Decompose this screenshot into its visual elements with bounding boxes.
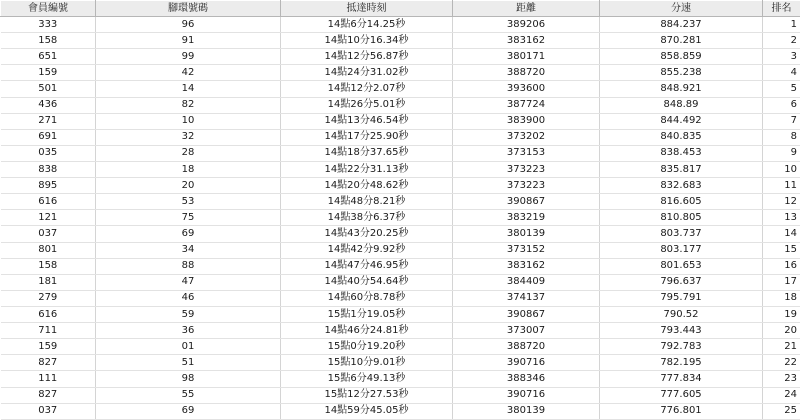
speed-cell: 790.52 xyxy=(600,306,763,322)
arrival-time-cell: 15點0分19.20秒 xyxy=(281,339,453,355)
col-header-ring-number[interactable]: 腳環號碼 xyxy=(96,1,281,17)
member-id-cell: 158 xyxy=(1,33,96,49)
distance-cell: 380139 xyxy=(453,403,600,419)
distance-cell: 390867 xyxy=(453,194,600,210)
arrival-time-cell: 15點1分19.05秒 xyxy=(281,306,453,322)
table-row[interactable] xyxy=(1,210,800,226)
table-row[interactable] xyxy=(1,339,800,355)
table-row[interactable] xyxy=(1,306,800,322)
ring-number-cell: 20 xyxy=(96,178,281,194)
arrival-time-cell: 14點59分45.05秒 xyxy=(281,403,453,419)
member-id-cell: 271 xyxy=(1,113,96,129)
table-row[interactable] xyxy=(1,242,800,258)
arrival-time-cell: 14點12分56.87秒 xyxy=(281,49,453,65)
arrival-time-cell: 14點18分37.65秒 xyxy=(281,145,453,161)
table-row[interactable] xyxy=(1,161,800,177)
member-id-cell: 838 xyxy=(1,161,96,177)
rank-cell: 10 xyxy=(763,161,800,177)
rank-cell: 2 xyxy=(763,33,800,49)
distance-cell: 373223 xyxy=(453,178,600,194)
rank-cell: 12 xyxy=(763,194,800,210)
ring-number-cell: 32 xyxy=(96,129,281,145)
member-id-cell: 279 xyxy=(1,290,96,306)
speed-cell: 777.605 xyxy=(600,387,763,403)
arrival-time-cell: 15點6分49.13秒 xyxy=(281,371,453,387)
distance-cell: 389206 xyxy=(453,17,600,33)
rank-cell: 3 xyxy=(763,49,800,65)
table-row[interactable] xyxy=(1,33,800,49)
speed-cell: 848.89 xyxy=(600,97,763,113)
ring-number-cell: 53 xyxy=(96,194,281,210)
distance-cell: 384409 xyxy=(453,274,600,290)
ring-number-cell: 69 xyxy=(96,226,281,242)
speed-cell: 777.834 xyxy=(600,371,763,387)
rank-cell: 1 xyxy=(763,17,800,33)
distance-cell: 374137 xyxy=(453,290,600,306)
ring-number-cell: 42 xyxy=(96,65,281,81)
member-id-cell: 616 xyxy=(1,194,96,210)
table-row[interactable] xyxy=(1,129,800,145)
speed-cell: 855.238 xyxy=(600,65,763,81)
ring-number-cell: 46 xyxy=(96,290,281,306)
table-row[interactable] xyxy=(1,145,800,161)
col-header-rank[interactable]: 排名 xyxy=(763,1,800,17)
table-row[interactable] xyxy=(1,81,800,97)
header-row xyxy=(1,1,800,17)
member-id-cell: 037 xyxy=(1,403,96,419)
speed-cell: 776.801 xyxy=(600,403,763,419)
arrival-time-cell: 14點47分46.95秒 xyxy=(281,258,453,274)
rank-cell: 8 xyxy=(763,129,800,145)
distance-cell: 390716 xyxy=(453,355,600,371)
arrival-time-cell: 14點22分31.13秒 xyxy=(281,161,453,177)
member-id-cell: 121 xyxy=(1,210,96,226)
rank-cell: 24 xyxy=(763,387,800,403)
member-id-cell: 158 xyxy=(1,258,96,274)
table-row[interactable] xyxy=(1,387,800,403)
arrival-time-cell: 14點24分31.02秒 xyxy=(281,65,453,81)
speed-cell: 848.921 xyxy=(600,81,763,97)
member-id-cell: 159 xyxy=(1,339,96,355)
arrival-time-cell: 14點38分6.37秒 xyxy=(281,210,453,226)
speed-cell: 782.195 xyxy=(600,355,763,371)
rank-cell: 15 xyxy=(763,242,800,258)
speed-cell: 835.817 xyxy=(600,161,763,177)
arrival-time-cell: 14點13分46.54秒 xyxy=(281,113,453,129)
member-id-cell: 827 xyxy=(1,387,96,403)
member-id-cell: 801 xyxy=(1,242,96,258)
rank-cell: 21 xyxy=(763,339,800,355)
table-row[interactable] xyxy=(1,226,800,242)
rank-cell: 18 xyxy=(763,290,800,306)
speed-cell: 795.791 xyxy=(600,290,763,306)
arrival-time-cell: 14點6分14.25秒 xyxy=(281,17,453,33)
ring-number-cell: 82 xyxy=(96,97,281,113)
speed-cell: 870.281 xyxy=(600,33,763,49)
ring-number-cell: 36 xyxy=(96,323,281,339)
arrival-time-cell: 14點43分20.25秒 xyxy=(281,226,453,242)
table-row[interactable] xyxy=(1,178,800,194)
table-row[interactable] xyxy=(1,49,800,65)
distance-cell: 388346 xyxy=(453,371,600,387)
member-id-cell: 501 xyxy=(1,81,96,97)
speed-cell: 832.683 xyxy=(600,178,763,194)
rank-cell: 17 xyxy=(763,274,800,290)
table-row[interactable] xyxy=(1,113,800,129)
arrival-time-cell: 14點60分8.78秒 xyxy=(281,290,453,306)
rank-cell: 7 xyxy=(763,113,800,129)
ring-number-cell: 88 xyxy=(96,258,281,274)
arrival-time-cell: 14點12分2.07秒 xyxy=(281,81,453,97)
speed-cell: 803.737 xyxy=(600,226,763,242)
arrival-time-cell: 14點42分9.92秒 xyxy=(281,242,453,258)
rank-cell: 19 xyxy=(763,306,800,322)
distance-cell: 373152 xyxy=(453,242,600,258)
ring-number-cell: 10 xyxy=(96,113,281,129)
ring-number-cell: 55 xyxy=(96,387,281,403)
distance-cell: 388720 xyxy=(453,339,600,355)
speed-cell: 838.453 xyxy=(600,145,763,161)
distance-cell: 390716 xyxy=(453,387,600,403)
member-id-cell: 691 xyxy=(1,129,96,145)
table-row[interactable] xyxy=(1,258,800,274)
distance-cell: 390867 xyxy=(453,306,600,322)
arrival-time-cell: 14點40分54.64秒 xyxy=(281,274,453,290)
col-header-member-id[interactable]: 會員編號 xyxy=(1,1,96,17)
member-id-cell: 827 xyxy=(1,355,96,371)
distance-cell: 387724 xyxy=(453,97,600,113)
rank-cell: 11 xyxy=(763,178,800,194)
rank-cell: 4 xyxy=(763,65,800,81)
distance-cell: 383900 xyxy=(453,113,600,129)
speed-cell: 816.605 xyxy=(600,194,763,210)
rank-cell: 13 xyxy=(763,210,800,226)
col-header-arrival-time[interactable]: 抵達時刻 xyxy=(281,1,453,17)
speed-cell: 796.637 xyxy=(600,274,763,290)
ring-number-cell: 18 xyxy=(96,161,281,177)
col-header-distance[interactable]: 距離 xyxy=(453,1,600,17)
member-id-cell: 651 xyxy=(1,49,96,65)
member-id-cell: 037 xyxy=(1,226,96,242)
speed-cell: 803.177 xyxy=(600,242,763,258)
distance-cell: 373007 xyxy=(453,323,600,339)
table-row[interactable] xyxy=(1,17,800,33)
speed-cell: 858.859 xyxy=(600,49,763,65)
distance-cell: 373223 xyxy=(453,161,600,177)
rank-cell: 14 xyxy=(763,226,800,242)
distance-cell: 393600 xyxy=(453,81,600,97)
rank-cell: 20 xyxy=(763,323,800,339)
distance-cell: 383162 xyxy=(453,258,600,274)
col-header-speed[interactable]: 分速 xyxy=(600,1,763,17)
arrival-time-cell: 15點10分9.01秒 xyxy=(281,355,453,371)
rank-cell: 5 xyxy=(763,81,800,97)
member-id-cell: 616 xyxy=(1,306,96,322)
table-row[interactable] xyxy=(1,194,800,210)
ring-number-cell: 69 xyxy=(96,403,281,419)
speed-cell: 793.443 xyxy=(600,323,763,339)
table-row[interactable] xyxy=(1,274,800,290)
member-id-cell: 159 xyxy=(1,65,96,81)
ring-number-cell: 59 xyxy=(96,306,281,322)
distance-cell: 373153 xyxy=(453,145,600,161)
member-id-cell: 333 xyxy=(1,17,96,33)
distance-cell: 383162 xyxy=(453,33,600,49)
rank-cell: 23 xyxy=(763,371,800,387)
arrival-time-cell: 14點46分24.81秒 xyxy=(281,323,453,339)
member-id-cell: 181 xyxy=(1,274,96,290)
rank-cell: 6 xyxy=(763,97,800,113)
speed-cell: 844.492 xyxy=(600,113,763,129)
ring-number-cell: 91 xyxy=(96,33,281,49)
ring-number-cell: 14 xyxy=(96,81,281,97)
arrival-time-cell: 15點12分27.53秒 xyxy=(281,387,453,403)
rank-cell: 16 xyxy=(763,258,800,274)
ring-number-cell: 98 xyxy=(96,371,281,387)
ring-number-cell: 75 xyxy=(96,210,281,226)
arrival-time-cell: 14點17分25.90秒 xyxy=(281,129,453,145)
distance-cell: 373202 xyxy=(453,129,600,145)
table-row[interactable] xyxy=(1,97,800,113)
member-id-cell: 436 xyxy=(1,97,96,113)
ring-number-cell: 01 xyxy=(96,339,281,355)
table-row[interactable] xyxy=(1,323,800,339)
table-row[interactable] xyxy=(1,65,800,81)
arrival-time-cell: 14點26分5.01秒 xyxy=(281,97,453,113)
arrival-time-cell: 14點10分16.34秒 xyxy=(281,33,453,49)
speed-cell: 884.237 xyxy=(600,17,763,33)
speed-cell: 810.805 xyxy=(600,210,763,226)
ring-number-cell: 51 xyxy=(96,355,281,371)
distance-cell: 380139 xyxy=(453,226,600,242)
rank-cell: 22 xyxy=(763,355,800,371)
speed-cell: 801.653 xyxy=(600,258,763,274)
distance-cell: 388720 xyxy=(453,65,600,81)
table-row[interactable] xyxy=(1,355,800,371)
ring-number-cell: 99 xyxy=(96,49,281,65)
member-id-cell: 035 xyxy=(1,145,96,161)
speed-cell: 792.783 xyxy=(600,339,763,355)
ring-number-cell: 47 xyxy=(96,274,281,290)
table-row[interactable] xyxy=(1,403,800,419)
distance-cell: 380171 xyxy=(453,49,600,65)
arrival-time-cell: 14點48分8.21秒 xyxy=(281,194,453,210)
distance-cell: 383219 xyxy=(453,210,600,226)
speed-cell: 840.835 xyxy=(600,129,763,145)
member-id-cell: 111 xyxy=(1,371,96,387)
arrival-time-cell: 14點20分48.62秒 xyxy=(281,178,453,194)
member-id-cell: 895 xyxy=(1,178,96,194)
ring-number-cell: 96 xyxy=(96,17,281,33)
ring-number-cell: 34 xyxy=(96,242,281,258)
rank-cell: 9 xyxy=(763,145,800,161)
ring-number-cell: 28 xyxy=(96,145,281,161)
rank-cell: 25 xyxy=(763,403,800,419)
table-row[interactable] xyxy=(1,371,800,387)
member-id-cell: 711 xyxy=(1,323,96,339)
table-row[interactable] xyxy=(1,290,800,306)
